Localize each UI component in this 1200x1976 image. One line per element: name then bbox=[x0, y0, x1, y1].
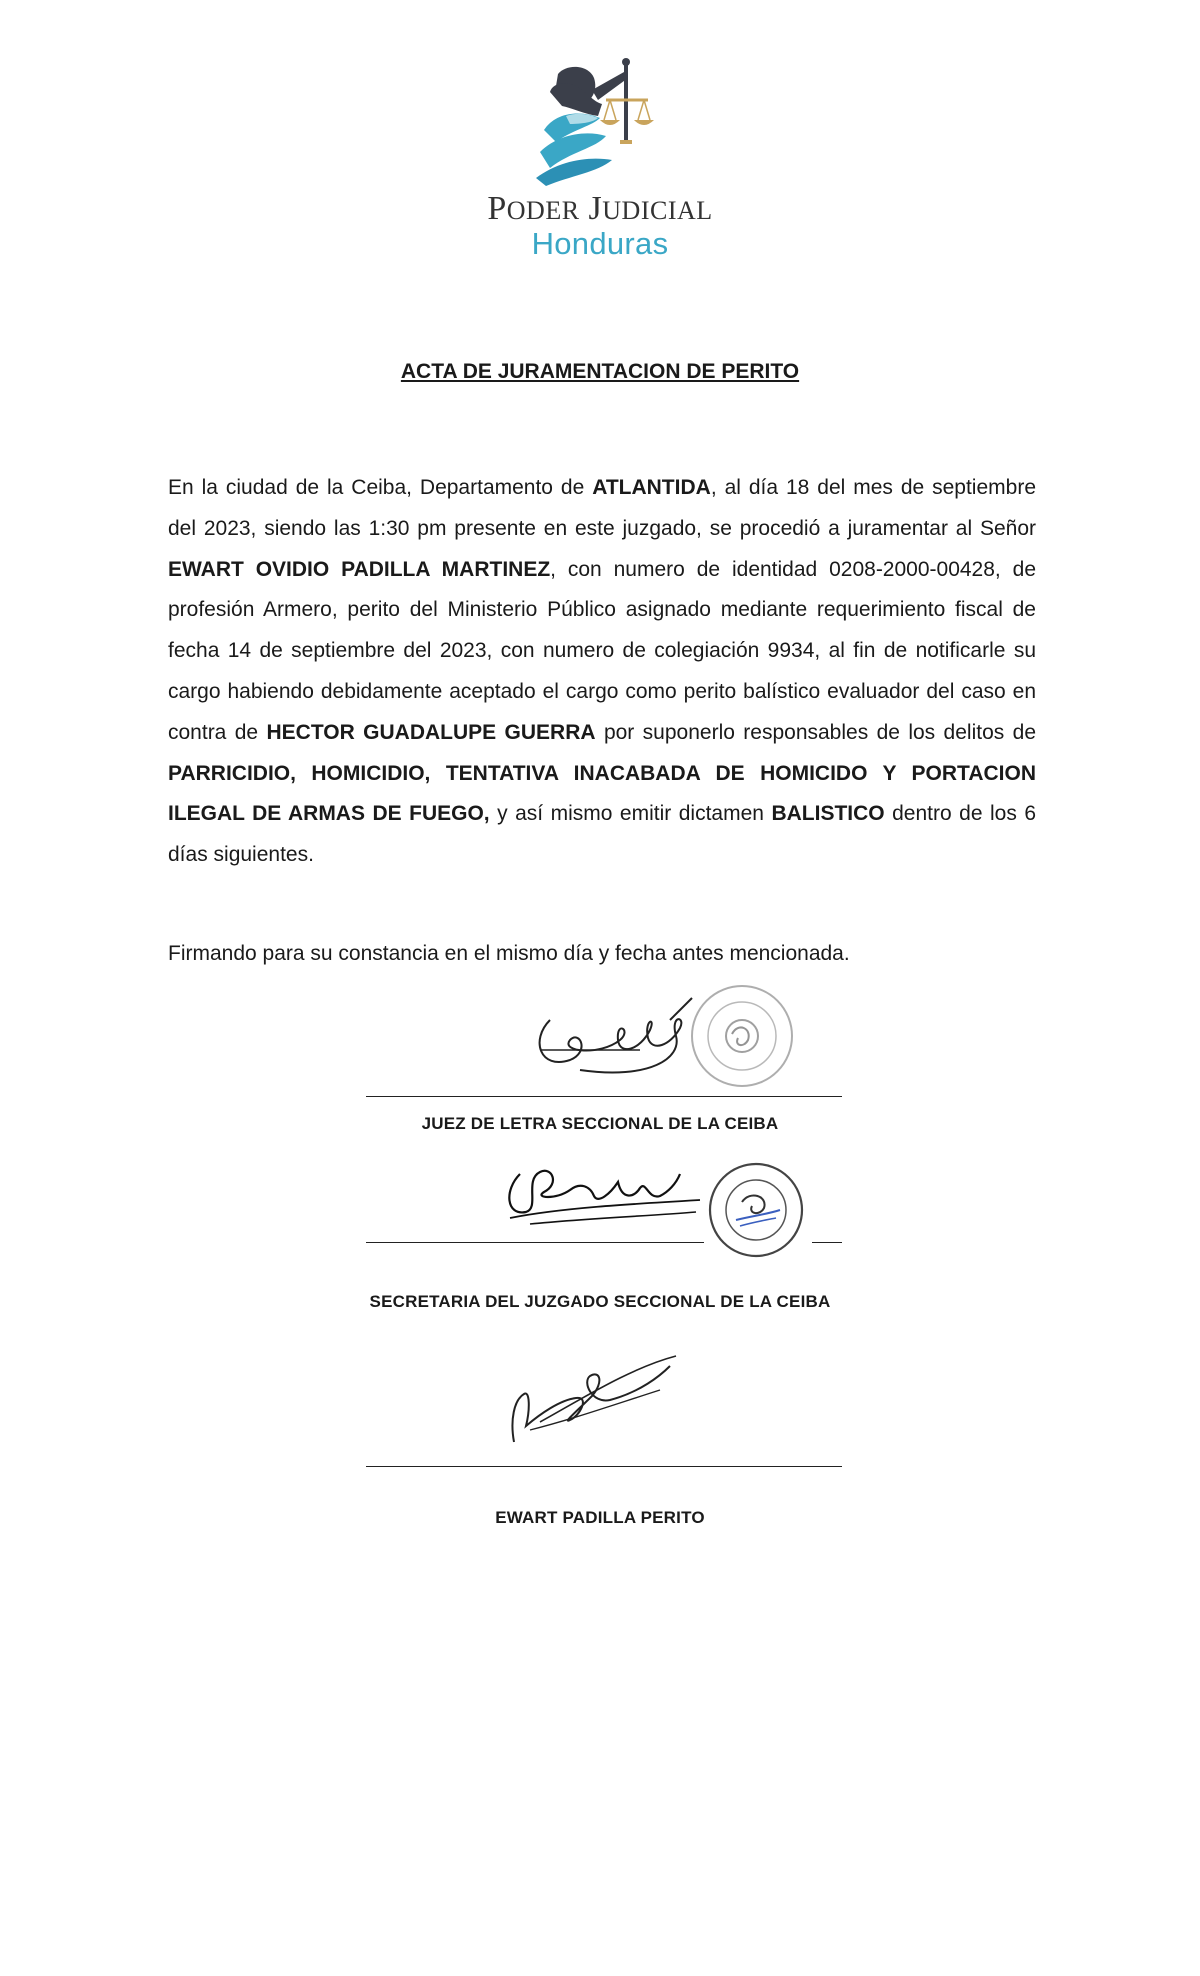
secretary-signature bbox=[500, 1160, 710, 1230]
signature-caption-1: JUEZ DE LETRA SECCIONAL DE LA CEIBA bbox=[421, 1114, 779, 1133]
secretary-seal-icon bbox=[706, 1160, 806, 1260]
court-seal-icon bbox=[688, 982, 796, 1090]
poder-judicial-logo bbox=[470, 56, 730, 261]
signature-caption-2: SECRETARIA DEL JUZGADO SECCIONAL DE LA CEIBA bbox=[369, 1292, 831, 1311]
signature-line-2-end bbox=[812, 1242, 842, 1243]
document-body: En la ciudad de la Ceiba, Departamento de ATLANTIDA, al día 18 del mes de septiembre del 2023, siendo las 1:30 pm presente en este juzgado, se procedió a juramentar al Señor EWART OVIDIO PADILLA MARTINEZ, con numero de identidad 0208-2000-00428, de profesión Armero, perito del Ministerio Público asignado mediante requerimiento fiscal de fecha 14 de septiembre del 2023, con numero de colegiación 9934, al fin de notificarle su cargo habiendo debidamente aceptado el cargo como perito balístico evaluador del caso en contra de HECTOR GUADALUPE GUERRA por suponerlo responsables de los delitos de PARRICIDIO, HOMICIDIO, TENTATIVA INACABADA DE HOMICIDO Y PORTACION ILEGAL DE ARMAS DE FUEGO, y así mismo emitir dictamen BALISTICO dentro de los 6 días siguientes. bbox=[168, 476, 1037, 867]
closing-statement: Firmando para su constancia en el mismo día y fecha antes mencionada. bbox=[168, 942, 850, 965]
expert-signature bbox=[500, 1330, 690, 1450]
logo-title: PODER JUDICIAL bbox=[487, 190, 713, 227]
signature-caption-3: EWART PADILLA PERITO bbox=[495, 1508, 705, 1527]
logo-subtitle: Honduras bbox=[531, 226, 669, 261]
signature-line-2 bbox=[366, 1242, 704, 1243]
signature-line-3 bbox=[366, 1466, 842, 1467]
signature-line-1 bbox=[366, 1096, 842, 1097]
document-title: ACTA DE JURAMENTACION DE PERITO bbox=[400, 360, 800, 383]
lady-justice-icon bbox=[536, 56, 666, 186]
